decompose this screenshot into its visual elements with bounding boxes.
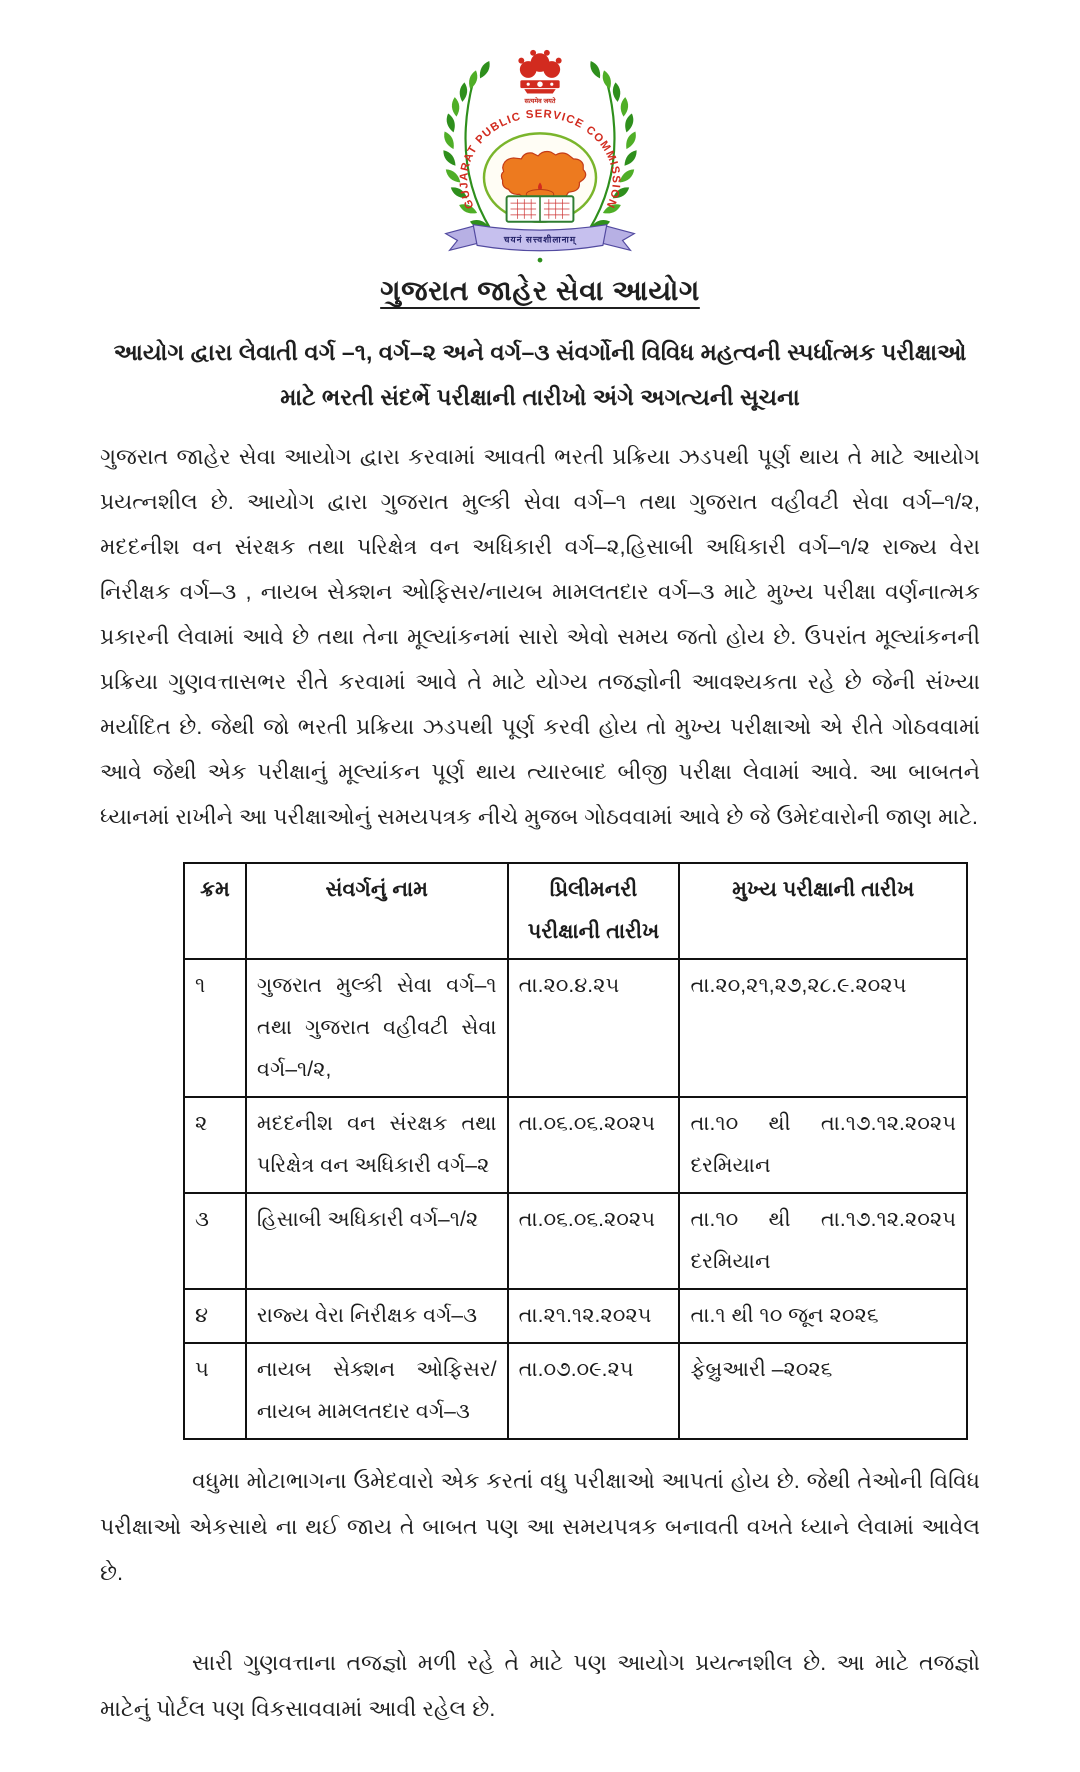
cell-serial: ૨: [184, 1097, 246, 1193]
notice-heading: આયોગ દ્વારા લેવાતી વર્ગ –૧, વર્ગ–૨ અને વર્ગ–૩ સંવર્ગોની વિવિધ મહત્વની સ્પર્ધાત્મક પરીક્ષાઓ માટે ભરતી સંદર્ભે પરીક્ષાની તારીખો અંગે અગત્યની સૂચના: [113, 339, 967, 410]
cell-serial: ૫: [184, 1343, 246, 1439]
cell-prelim-date: તા.૦૭.૦૯.૨૫: [508, 1343, 680, 1439]
cell-cadre-name: ગુજરાત મુલ્કી સેવા વર્ગ–૧ તથા ગુજરાત વહીવટી સેવા વર્ગ–૧/૨,: [246, 959, 508, 1097]
col-header-prelim-date: પ્રિલીમનરી પરીક્ષાની તારીખ: [508, 863, 680, 959]
ashoka-capital-icon: [518, 50, 561, 94]
cell-mains-date: તા.૧૦ થી તા.૧૭.૧૨.૨૦૨૫ દરમિયાન: [679, 1193, 967, 1289]
footer-note-1: વધુમા મોટાભાગના ઉમેદવારો એક કરતાં વધુ પરીક્ષાઓ આપતાં હોય છે. જેથી તેઓની વિવિધ પરીક્ષાઓ એકસાથે ના થઈ જાય તે બાબત પણ આ સમયપત્રક બનાવતી વખતે ધ્યાને લેવામાં આવેલ છે.: [100, 1467, 980, 1585]
cell-mains-date: તા.૨૦,૨૧,૨૭,૨૮.૯.૨૦૨૫: [679, 959, 967, 1097]
cell-mains-date: તા.૧૦ થી તા.૧૭.૧૨.૨૦૨૫ દરમિયાન: [679, 1097, 967, 1193]
ribbon-motto-text: चयनं सत्त्वशीलानाम्: [503, 234, 577, 245]
cell-mains-date: ફેબ્રુઆરી –૨૦૨૬: [679, 1343, 967, 1439]
cell-serial: ૩: [184, 1193, 246, 1289]
cell-prelim-date: તા.૦૬.૦૬.૨૦૨૫: [508, 1193, 680, 1289]
col-header-serial: ક્રમ: [184, 863, 246, 959]
table-row: [184, 1097, 967, 1193]
col-header-mains-date: મુખ્ય પરીક્ષાની તારીખ: [679, 863, 967, 959]
intro-paragraph: ગુજરાત જાહેર સેવા આયોગ દ્વારા કરવામાં આવતી ભરતી પ્રક્રિયા ઝડપથી પૂર્ણ થાય તે માટે આયોગ પ્રયત્નશીલ છે. આયોગ દ્વારા ગુજરાત મુલ્કી સેવા વર્ગ–૧ તથા ગુજરાત વહીવટી સેવા વર્ગ–૧/૨, મદદનીશ વન સંરક્ષક તથા પરિક્ષેત્ર વન અધિકારી વર્ગ–૨,હિસાબી અધિકારી વર્ગ–૧/૨ રાજ્ય વેરા નિરીક્ષક વર્ગ–૩ , નાયબ સેક્શન ઓફિસર/નાયબ મામલતદાર વર્ગ–૩ માટે મુખ્ય પરીક્ષા વર્ણનાત્મક પ્રકારની લેવામાં આવે છે તથા તેના મૂલ્યાંકનમાં સારો એવો સમય જતો હોય છે. ઉપરાંત મૂલ્યાંકનની પ્રક્રિયા ગુણવત્તાસભર રીતે કરવામાં આવે તે માટે યોગ્ય તજજ્ઞોની આવશ્યકતા રહે છે જેની સંખ્યા મર્યાદિત છે. જેથી જો ભરતી પ્રક્રિયા ઝડપથી પૂર્ણ કરવી હોય તો મુખ્ય પરીક્ષાઓ એ રીતે ગોઠવવામાં આવે જેથી એક પરીક્ષાનું મૂલ્યાંકન પૂર્ણ થાય ત્યારબાદ બીજી પરીક્ષા લેવામાં આવે. આ બાબતને ધ્યાનમાં રાખીને આ પરીક્ષાઓનું સમયપત્રક નીચે મુજબ ગોઠવવામાં આવે છે જે ઉમેદવારોની જાણ માટે.: [100, 443, 980, 830]
table-header-row: [184, 863, 967, 959]
table-row: [184, 1343, 967, 1439]
org-title: ગુજરાત જાહેર સેવા આયોગ: [380, 275, 700, 306]
bottom-sprig-icon: [538, 258, 543, 263]
cell-mains-date: તા.૧ થી ૧૦ જૂન ૨૦૨૬: [679, 1289, 967, 1343]
cell-cadre-name: મદદનીશ વન સંરક્ષક તથા પરિક્ષેત્ર વન અધિકારી વર્ગ–૨: [246, 1097, 508, 1193]
emblem-arc-text: GUJARAT PUBLIC SERVICE COMMISSION: [458, 108, 622, 211]
cell-prelim-date: તા.૨૧.૧૨.૨૦૨૫: [508, 1289, 680, 1343]
table-row: [184, 1193, 967, 1289]
table-row: [184, 1289, 967, 1343]
satyameva-jayate-text: सत्यमेव जयते: [524, 97, 556, 105]
cell-prelim-date: તા.૨૦.૪.૨૫: [508, 959, 680, 1097]
cell-cadre-name: હિસાબી અધિકારી વર્ગ–૧/૨: [246, 1193, 508, 1289]
table-row: [184, 959, 967, 1097]
cell-serial: ૧: [184, 959, 246, 1097]
gpsc-emblem-graphic: [422, 40, 658, 266]
gpsc-emblem: [100, 40, 980, 271]
cell-prelim-date: તા.૦૬.૦૬.૨૦૨૫: [508, 1097, 680, 1193]
exam-schedule-table: [183, 862, 968, 1440]
cell-cadre-name: રાજ્ય વેરા નિરીક્ષક વર્ગ–૩: [246, 1289, 508, 1343]
col-header-cadre-name: સંવર્ગનું નામ: [246, 863, 508, 959]
motto-ribbon: [446, 225, 635, 251]
cell-serial: ૪: [184, 1289, 246, 1343]
footer-note-2: સારી ગુણવત્તાના તજજ્ઞો મળી રહે તે માટે પણ આયોગ પ્રયત્નશીલ છે. આ માટે તજજ્ઞો માટેનું પોર્ટલ પણ વિકસાવવામાં આવી રહેલ છે.: [100, 1650, 980, 1722]
cell-cadre-name: નાયબ સેક્શન ઓફિસર/નાયબ મામલતદાર વર્ગ–૩: [246, 1343, 508, 1439]
